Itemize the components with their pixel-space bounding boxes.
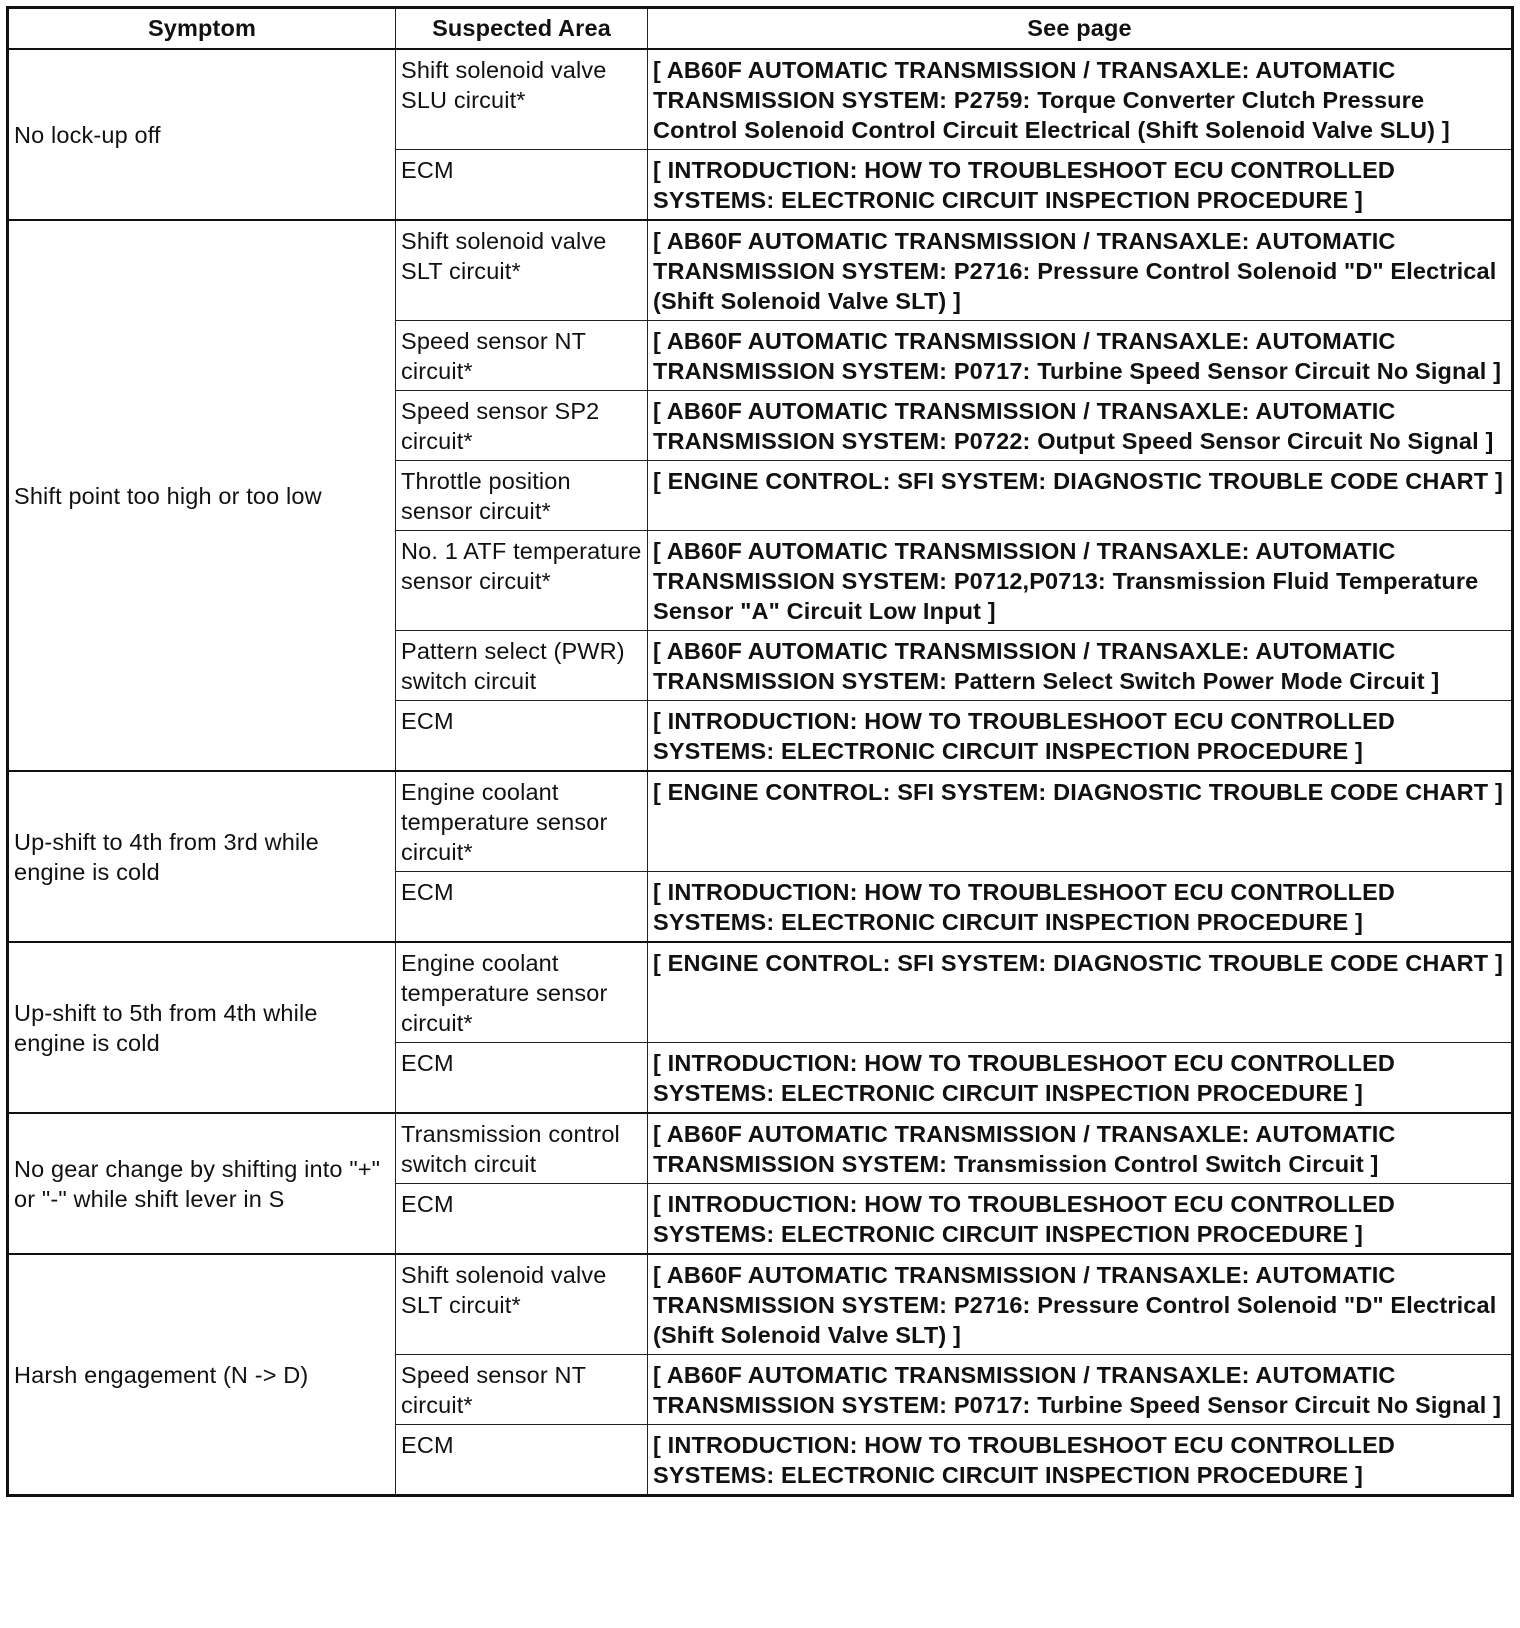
suspected-area-cell: Shift solenoid valve SLT circuit* (396, 220, 648, 321)
see-page-cell: [ ENGINE CONTROL: SFI SYSTEM: DIAGNOSTIC TROUBLE CODE CHART ] (648, 461, 1513, 531)
see-page-cell: [ AB60F AUTOMATIC TRANSMISSION / TRANSAXLE: AUTOMATIC TRANSMISSION SYSTEM: P0717: Turbine Speed Sensor Circuit No Signal ] (648, 1355, 1513, 1425)
table-row (8, 1113, 1513, 1184)
suspected-area-cell: ECM (396, 1184, 648, 1255)
see-page-cell: [ ENGINE CONTROL: SFI SYSTEM: DIAGNOSTIC TROUBLE CODE CHART ] (648, 771, 1513, 872)
troubleshooting-table-container (6, 6, 1514, 1497)
suspected-area-cell: ECM (396, 1043, 648, 1114)
see-page-cell: [ INTRODUCTION: HOW TO TROUBLESHOOT ECU CONTROLLED SYSTEMS: ELECTRONIC CIRCUIT INSPECTION PROCEDURE ] (648, 1425, 1513, 1496)
table-body (8, 49, 1513, 1496)
suspected-area-cell: Engine coolant temperature sensor circuit* (396, 942, 648, 1043)
symptom-cell: No gear change by shifting into "+" or "-" while shift lever in S (8, 1113, 396, 1254)
suspected-area-cell: Pattern select (PWR) switch circuit (396, 631, 648, 701)
symptom-cell: Up-shift to 4th from 3rd while engine is cold (8, 771, 396, 942)
troubleshooting-table (6, 6, 1514, 1497)
see-page-cell: [ AB60F AUTOMATIC TRANSMISSION / TRANSAXLE: AUTOMATIC TRANSMISSION SYSTEM: P0712,P0713: Transmission Fluid Temperature Sensor "A" Circuit Low Input ] (648, 531, 1513, 631)
see-page-cell: [ INTRODUCTION: HOW TO TROUBLESHOOT ECU CONTROLLED SYSTEMS: ELECTRONIC CIRCUIT INSPECTION PROCEDURE ] (648, 1184, 1513, 1255)
table-row (8, 771, 1513, 872)
symptom-cell: Shift point too high or too low (8, 220, 396, 771)
suspected-area-cell: Speed sensor SP2 circuit* (396, 391, 648, 461)
header-symptom: Symptom (8, 8, 396, 50)
header-see-page: See page (648, 8, 1513, 50)
suspected-area-cell: Throttle position sensor circuit* (396, 461, 648, 531)
see-page-cell: [ INTRODUCTION: HOW TO TROUBLESHOOT ECU CONTROLLED SYSTEMS: ELECTRONIC CIRCUIT INSPECTION PROCEDURE ] (648, 150, 1513, 221)
suspected-area-cell: No. 1 ATF temperature sensor circuit* (396, 531, 648, 631)
see-page-cell: [ AB60F AUTOMATIC TRANSMISSION / TRANSAXLE: AUTOMATIC TRANSMISSION SYSTEM: P2716: Pressure Control Solenoid "D" Electrical (Shift Solenoid Valve SLT) ] (648, 220, 1513, 321)
suspected-area-cell: Speed sensor NT circuit* (396, 321, 648, 391)
suspected-area-cell: ECM (396, 1425, 648, 1496)
table-row (8, 220, 1513, 321)
see-page-cell: [ AB60F AUTOMATIC TRANSMISSION / TRANSAXLE: AUTOMATIC TRANSMISSION SYSTEM: P0722: Output Speed Sensor Circuit No Signal ] (648, 391, 1513, 461)
table-row (8, 942, 1513, 1043)
header-suspected-area: Suspected Area (396, 8, 648, 50)
table-row (8, 49, 1513, 150)
see-page-cell: [ AB60F AUTOMATIC TRANSMISSION / TRANSAXLE: AUTOMATIC TRANSMISSION SYSTEM: Pattern Select Switch Power Mode Circuit ] (648, 631, 1513, 701)
suspected-area-cell: Shift solenoid valve SLU circuit* (396, 49, 648, 150)
see-page-cell: [ INTRODUCTION: HOW TO TROUBLESHOOT ECU CONTROLLED SYSTEMS: ELECTRONIC CIRCUIT INSPECTION PROCEDURE ] (648, 872, 1513, 943)
see-page-cell: [ AB60F AUTOMATIC TRANSMISSION / TRANSAXLE: AUTOMATIC TRANSMISSION SYSTEM: P2759: Torque Converter Clutch Pressure Control Solenoid Control Circuit Electrical (Shift Solenoid Valve SLU) ] (648, 49, 1513, 150)
symptom-cell: No lock-up off (8, 49, 396, 220)
see-page-cell: [ INTRODUCTION: HOW TO TROUBLESHOOT ECU CONTROLLED SYSTEMS: ELECTRONIC CIRCUIT INSPECTION PROCEDURE ] (648, 1043, 1513, 1114)
suspected-area-cell: Shift solenoid valve SLT circuit* (396, 1254, 648, 1355)
see-page-cell: [ INTRODUCTION: HOW TO TROUBLESHOOT ECU CONTROLLED SYSTEMS: ELECTRONIC CIRCUIT INSPECTION PROCEDURE ] (648, 701, 1513, 772)
see-page-cell: [ AB60F AUTOMATIC TRANSMISSION / TRANSAXLE: AUTOMATIC TRANSMISSION SYSTEM: P2716: Pressure Control Solenoid "D" Electrical (Shift Solenoid Valve SLT) ] (648, 1254, 1513, 1355)
suspected-area-cell: Transmission control switch circuit (396, 1113, 648, 1184)
table-row (8, 1254, 1513, 1355)
symptom-cell: Up-shift to 5th from 4th while engine is cold (8, 942, 396, 1113)
suspected-area-cell: Speed sensor NT circuit* (396, 1355, 648, 1425)
suspected-area-cell: ECM (396, 701, 648, 772)
see-page-cell: [ ENGINE CONTROL: SFI SYSTEM: DIAGNOSTIC TROUBLE CODE CHART ] (648, 942, 1513, 1043)
see-page-cell: [ AB60F AUTOMATIC TRANSMISSION / TRANSAXLE: AUTOMATIC TRANSMISSION SYSTEM: P0717: Turbine Speed Sensor Circuit No Signal ] (648, 321, 1513, 391)
symptom-cell: Harsh engagement (N -> D) (8, 1254, 396, 1496)
table-header-row (8, 8, 1513, 50)
suspected-area-cell: ECM (396, 150, 648, 221)
suspected-area-cell: Engine coolant temperature sensor circuit* (396, 771, 648, 872)
see-page-cell: [ AB60F AUTOMATIC TRANSMISSION / TRANSAXLE: AUTOMATIC TRANSMISSION SYSTEM: Transmission Control Switch Circuit ] (648, 1113, 1513, 1184)
suspected-area-cell: ECM (396, 872, 648, 943)
